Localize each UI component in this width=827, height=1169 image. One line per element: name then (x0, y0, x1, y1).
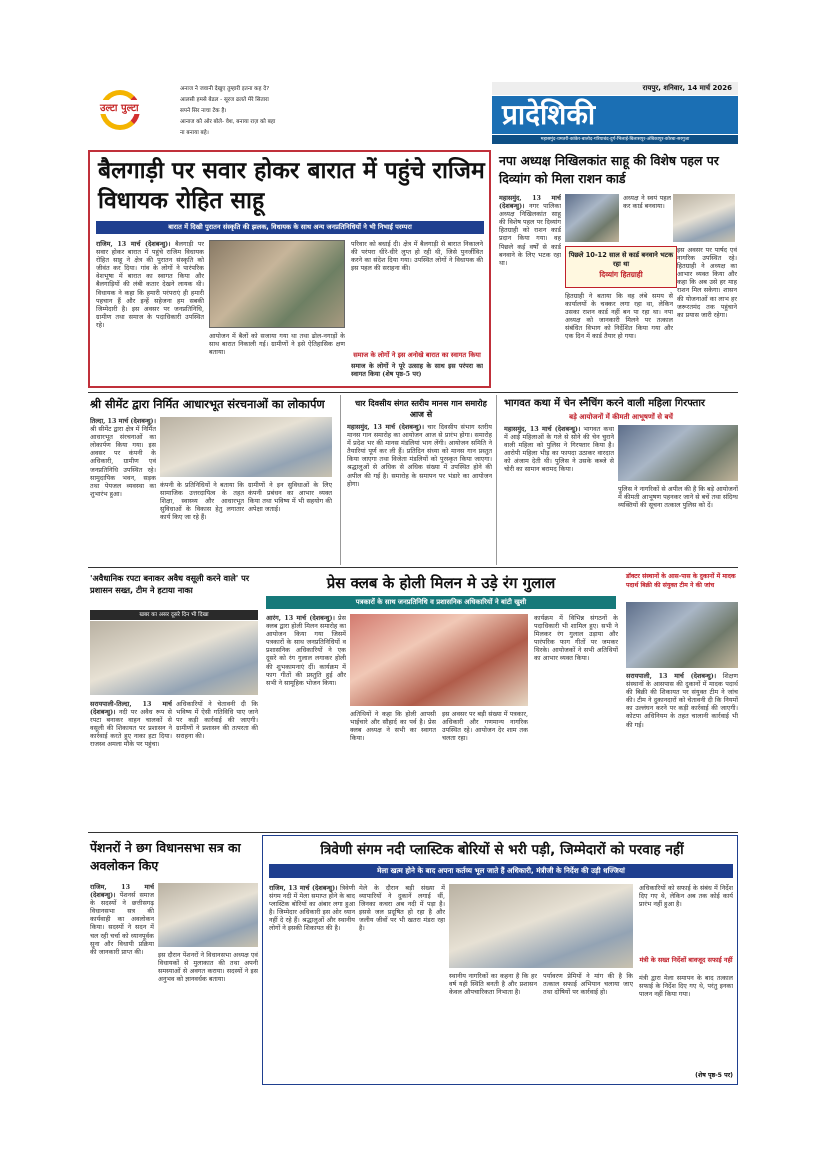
rule-3 (88, 832, 738, 833)
date-line: रायपुर, शनिवार, 14 मार्च 2026 (492, 82, 738, 95)
lead-col1: राजिम, 13 मार्च (देशबन्धु)। बैलगाड़ी पर सवार होकर बारात में पहुंचे राजिम विधायक रोहित साहू ने क्षेत्र की पुरातन संस्कृति को जीवंत कर दिया। गांव के लोगों ने पारंपरिक वेशभूषा में बारात का स्वागत किया और बैलगाड़ियों की लंबी कतार देखने लायक थी। विधायक ने कहा कि हमारी परंपराएं ही हमारी पहचान हैं और इन्हें सहेजना हम सबकी जिम्मेदारी है। इस अवसर पर जनप्रतिनिधि, ग्रामीण तथा समाज के पदाधिकारी उपस्थित रहे। (96, 240, 204, 329)
mid-left-story (88, 395, 334, 565)
drink-body: सरायपाली, 13 मार्च (देशबन्धु)। शिक्षण संस्थानों के आसपास की दुकानों में मादक पदार्थ की बिक्री की शिकायत पर संयुक्त टीम ने जांच की। टीम ने दुकानदारों को चेतावनी दी कि नियमों का उल्लंघन करने पर कड़ी कार्रवाई की जाएगी। कोटपा अधिनियम के तहत चालानी कार्रवाई भी की गई। (626, 672, 738, 729)
holi-col2: अतिथियों ने कहा कि होली आपसी भाईचारे और सौहार्द का पर्व है। प्रेस क्लब अध्यक्ष ने सभी का स्वागत किया। (350, 710, 436, 743)
mid-right-photo (618, 425, 738, 481)
triveni-col3: स्थानीय नागरिकों का कहना है कि हर वर्ष यही स्थिति बनती है और प्रशासन केवल औपचारिकता निभाता है। (449, 972, 537, 997)
rule-2 (88, 567, 738, 568)
mid-left-col1: तिल्दा, 13 मार्च (देशबन्धु)। श्री सीमेंट द्वारा क्षेत्र में निर्मित आधारभूत संरचनाओं का लोकार्पण किया गया। इस अवसर पर कंपनी के अधिकारी, ग्रामीण एवं जनप्रतिनिधि उपस्थित रहे। सामुदायिक भवन, सड़क तथा पेयजल व्यवस्था का शुभारंभ हुआ। (90, 417, 156, 498)
mid-left-col3: ग्रामीणों ने इन सुविधाओं के लिए कंपनी प्रबंधन का आभार व्यक्त किया तथा भविष्य में भी सहयोग की अपेक्षा जताई। (248, 481, 332, 514)
holi-strap: पत्रकारों के साथ जनप्रतिनिधि व प्रशासनिक अधिकारियों ने बांटी खुशी (266, 596, 616, 609)
pension-col1: राजिम, 13 मार्च (देशबन्धु)। पेंशनर्स समाज के सदस्यों ने छत्तीसगढ़ विधानसभा सत्र की कार्यवाही का अवलोकन किया। सदस्यों ने सदन में चल रही चर्चा को ध्यानपूर्वक सुना और विधायी प्रक्रिया की जानकारी प्राप्त की। (90, 883, 154, 956)
triveni-col5: अधिकारियों को सफाई के संबंध में निर्देश दिए गए थे, लेकिन अब तक कोई कार्य प्रारंभ नहीं हुआ है। (639, 884, 733, 909)
lead-col2: आयोजन में बैलों को सजाया गया था तथा ढोल-नगाड़ों के साथ बारात निकाली गई। ग्रामीणों ने इसे ऐतिहासिक क्षण बताया। (209, 332, 345, 357)
mid-left-col2: कंपनी के प्रतिनिधियों ने बताया कि सामाजिक उत्तरदायित्व के तहत शिक्षा, स्वास्थ्य और आधारभूत सुविधाओं के विकास हेतु लगातार कार्य किए जा रहे हैं। (160, 481, 244, 522)
holi-col4: कार्यक्रम में विभिन्न संगठनों के पदाधिकारी भी शामिल हुए। सभी ने मिलकर रंग गुलाल उड़ाया और पारंपरिक फाग गीतों पर जमकर थिरके। आयोजकों ने सभी अतिथियों का आभार व्यक्त किया। (534, 614, 618, 663)
right-top-col2: अध्यक्ष ने स्वयं पहल कर कार्ड बनवाया। (623, 194, 671, 211)
right-top-col1: महासमुंद, 13 मार्च (देशबन्धु)। नगर पालिका अध्यक्ष निखिलकांत साहू की विशेष पहल पर दिव्यांग हितग्राही को राशन कार्ड प्रदान किया गया। वह पिछले कई वर्षों से कार्ड बनवाने के लिए भटक रहा था। (499, 194, 561, 267)
masthead (88, 80, 738, 144)
mid-center-headline: चार दिवसीय संगत स्तरीय मानस गान समारोह आज से (355, 398, 487, 419)
right-top-col3: हितग्राही ने बताया कि वह लंबे समय से कार्यालयों के चक्कर लगा रहा था, लेकिन उसका राशन कार्ड नहीं बन पा रहा था। नपा अध्यक्ष को जानकारी मिलने पर तत्काल संबंधित विभाग को निर्देशित किया गया और एक दिन में कार्ड तैयार हो गया। (565, 292, 673, 341)
mid-center-story (340, 395, 497, 565)
holi-col1: आरंग, 13 मार्च (देशबन्धु)। प्रेस क्लब द्वारा होली मिलन समारोह का आयोजन किया गया जिसमें पत्रकारों के साथ जनप्रतिनिधियों व प्रशासनिक अधिकारियों ने एक दूसरे को रंग गुलाल लगाकर होली की शुभकामनाएं दीं। कार्यक्रम में फाग गीतों की प्रस्तुति हुई और सभी ने सामूहिक भोजन किया। (266, 614, 346, 687)
triveni-col6: मंत्री द्वारा मेला समापन के बाद तत्काल सफाई के निर्देश दिए गए थे, परंतु इनका पालन नहीं किया गया। (639, 974, 733, 999)
triveni-subhead: मंत्री के सख्त निर्देशों बावजूद सफाई नहीं (639, 956, 733, 964)
mid-right-col1: महासमुंद, 13 मार्च (देशबन्धु)। भागवत कथा में आई महिलाओं के गले से सोने की चेन चुराने वाली महिला को पुलिस ने गिरफ्तार किया है। आरोपी महिला भीड़ का फायदा उठाकर वारदात को अंजाम देती थी। पुलिस ने उसके कब्जे से चोरी का सामान बरामद किया। (504, 425, 614, 474)
holi-col3: इस अवसर पर बड़ी संख्या में पत्रकार, अधिकारी और गणमान्य नागरिक उपस्थित रहे। आयोजन देर शाम तक चलता रहा। (442, 710, 528, 743)
mid-right-headline: भागवत कथा में चेन स्नैचिंग करने वाली महिला गिरफ्तार (504, 398, 706, 409)
pension-photo (158, 883, 258, 947)
raft-photo (90, 621, 258, 695)
triveni-footer: (शेष पृष्ठ-5 पर) (695, 1072, 733, 1079)
lead-footer: समाज के लोगों ने पूरे उत्साह के साथ इस परंपरा का स्वागत किया (शेष पृष्ठ-5 पर) (351, 362, 483, 379)
drink-headline: डॉक्टर संस्थानों के आस-पास के दुकानों में मादक पदार्थ बिक्री की संयुक्त टीम ने की जांच (626, 573, 736, 589)
triveni-photo (449, 884, 633, 968)
mid-left-photo (160, 417, 332, 477)
right-top-story (497, 150, 738, 390)
triveni-story (262, 835, 738, 1085)
right-top-col4: इस अवसर पर पार्षद एवं नागरिक उपस्थित रहे। हितग्राही ने अध्यक्ष का आभार व्यक्त किया और कहा कि अब उसे हर माह राशन मिल सकेगा। शासन की योजनाओं का लाभ हर जरूरतमंद तक पहुंचाने का प्रयास जारी रहेगा। (677, 246, 737, 319)
right-top-headline: नपा अध्यक्ष निखिलकांत साहू की विशेष पहल पर दिव्यांग को मिला राशन कार्ड (499, 153, 719, 186)
triveni-col2: मेले के दौरान बड़ी संख्या में व्यापारियों ने दुकानें लगाई थीं, जिनका कचरा अब नदी में पड़ा है। इससे जल प्रदूषित हो रहा है और जलीय जीवों पर भी खतरा मंडरा रहा है। (359, 884, 445, 933)
lead-story (88, 150, 491, 388)
holi-headline: प्रेस क्लब के होली मिलन मे उड़े रंग गुलाल (326, 574, 556, 592)
right-top-photo2 (673, 194, 735, 242)
lead-headline: बैलगाड़ी पर सवार होकर बारात में पहुंचे राजिम विधायक रोहित साहू (98, 158, 485, 214)
drink-story (624, 570, 738, 828)
pension-col2: इस दौरान पेंशनरों ने विधानसभा अध्यक्ष एवं विधायकों से मुलाकात की तथा अपनी समस्याओं से अवगत कराया। सदस्यों ने इस अनुभव को ज्ञानवर्धक बताया। (158, 951, 258, 984)
raft-caption: खबर का असर दूसरे दिन भी दिखा (90, 610, 258, 620)
section-title: प्रादेशिकी (492, 96, 738, 134)
mid-right-col2: पुलिस ने नागरिकों से अपील की है कि बड़े आयोजनों में कीमती आभूषण पहनकर जाने से बचें तथा संदिग्ध व्यक्तियों की सूचना तत्काल पुलिस को दें। (618, 485, 738, 510)
logo: उल्टा पुल्टा (94, 84, 164, 140)
raft-headline: 'अवैधानिक रपटा बनाकर अवैध वसूली करने वाले' पर प्रशासन सख्त, टीम ने हटाया नाका (90, 573, 250, 595)
masthead-lines: अनाज ने जवानी देखुए तुम्हारी इतना कह दे? आलसी हमसे बेडल - सूरज ढलते मेरे सितारा सपने सिर नाचा टेक है। आनाज को ओर बोले- वेश, बनाया राज़ को बहा ना बनाया बहे। (180, 86, 276, 136)
raft-col1: सरायपाली-तिल्दा, 13 मार्च (देशबन्धु)। नदी पर अवैध रूप से रपटा बनाकर वाहन चालकों से वसूली की शिकायत पर प्रशासन ने कार्रवाई करते हुए नाका हटा दिया। राजस्व अमला मौके पर पहुंचा। (90, 700, 172, 749)
rule-1 (88, 392, 738, 393)
callout: पिछले 10-12 साल से कार्ड बनवाने भटक रहा था दिव्यांग हितग्राही (565, 246, 677, 288)
raft-story (88, 570, 258, 828)
pension-story (88, 835, 258, 1085)
lead-photo (209, 240, 345, 328)
pension-headline: पेंशनरों ने छग विधानसभा सत्र का अवलोकन किए (90, 840, 241, 873)
mid-left-headline: श्री सीमेंट द्वारा निर्मित आधारभूत संरचनाओं का लोकार्पण (90, 397, 325, 411)
triveni-col1: राजिम, 13 मार्च (देशबन्धु)। त्रिवेणी संगम नदी में मेला समाप्त होने के बाद प्लास्टिक बोरियों का अंबार लगा हुआ है। जिम्मेदार अधिकारी इस ओर ध्यान नहीं दे रहे हैं। श्रद्धालुओं और स्थानीय लोगों ने इसकी शिकायत की है। (269, 884, 355, 933)
triveni-headline: त्रिवेणी संगम नदी प्लास्टिक बोरियों से भरी पड़ी, जिम्मेदारों को परवाह नहीं (320, 842, 684, 858)
holi-photo (350, 614, 528, 706)
holi-story (262, 570, 620, 828)
triveni-col4: पर्यावरण प्रेमियों ने मांग की है कि तत्काल सफाई अभियान चलाया जाए तथा दोषियों पर कार्रवाई हो। (543, 972, 633, 997)
mid-right-sub: बड़े आयोजनों में कीमती आभूषणों से बचें (569, 413, 673, 421)
right-top-photo1 (565, 194, 619, 242)
lead-subhead: समाज के लोगों ने इस अनोखे बारात का स्वागत किया (353, 351, 481, 359)
drink-photo (626, 602, 738, 668)
mid-center-body: महासमुंद, 13 मार्च (देशबन्धु)। चार दिवसीय संभाग स्तरीय मानस गान समारोह का आयोजन आज से प्रारंभ होगा। समारोह में प्रदेश भर की मानस मंडलियां भाग लेंगी। आयोजन समिति ने तैयारियां पूर्ण कर ली हैं। प्रतिदिन संध्या को मानस गान प्रस्तुत किया जाएगा तथा विजेता मंडलियों को पुरस्कृत किया जाएगा। श्रद्धालुओं से अधिक से अधिक संख्या में उपस्थित होने की अपील की गई है। समारोह के समापन पर भंडारे का आयोजन होगा। (347, 423, 492, 488)
regions-strip: महासमुंद-धमतरी-कांकेर-बालोद-गरियाबंद-दुर्ग-भिलाई-बिलासपुर-अंबिकापुर-कोरबा-सरगुजा (492, 135, 738, 144)
raft-col2: अधिकारियों ने चेतावनी दी कि भविष्य में ऐसी गतिविधि पाए जाने पर कड़ी कार्रवाई की जाएगी। ग्रामीणों ने प्रशासन की तत्परता की सराहना की। (176, 700, 258, 741)
triveni-strap: मेला खत्म होने के बाद अपना कर्तव्य भूल जाते हैं अधिकारी, मंत्रीजी के निर्देश की उड़ी धज्जियां (269, 864, 733, 878)
lead-strap: बारात में दिखी पुरातन संस्कृति की झलक, विधायक के साथ अन्य जनप्रतिनिधियों ने भी निभाई परम्परा (96, 221, 484, 234)
lead-col3: परिवार को बधाई दी। क्षेत्र में बैलगाड़ी से बारात निकालने की परंपरा धीरे-धीरे लुप्त हो रही थी, जिसे पुनर्जीवित करने का संदेश दिया गया। उपस्थित लोगों ने विधायक की इस पहल की सराहना की। (351, 240, 483, 273)
mid-right-story (502, 395, 738, 565)
